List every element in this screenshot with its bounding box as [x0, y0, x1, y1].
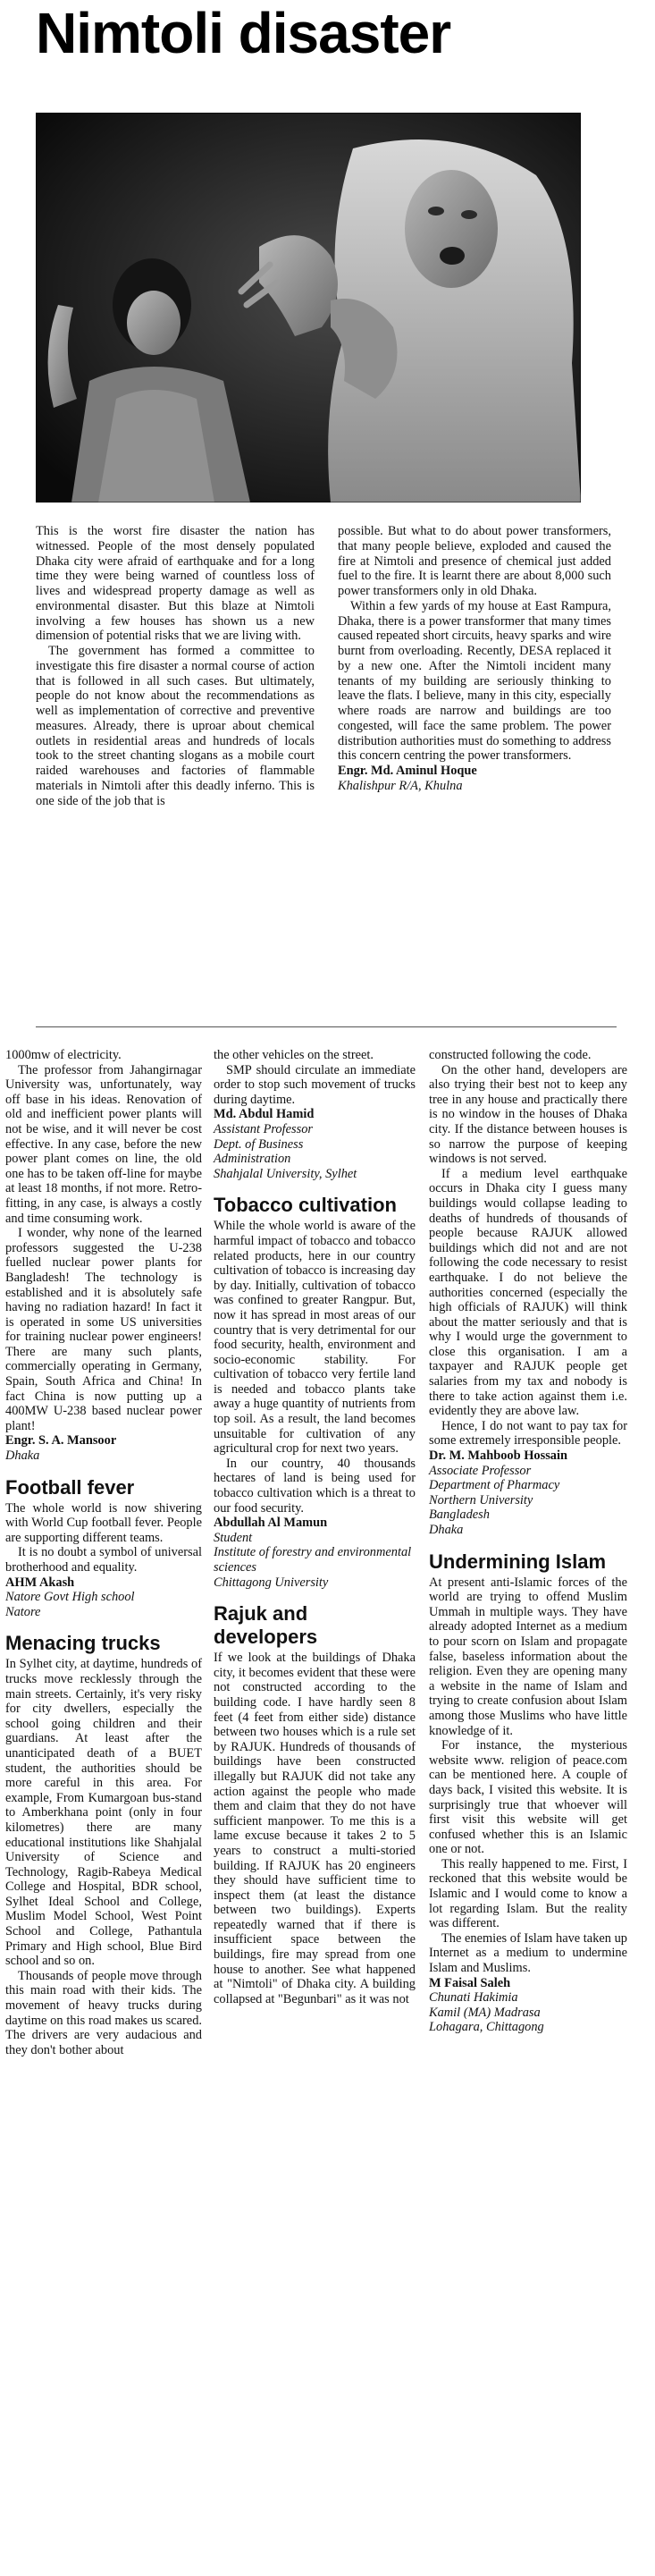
signature-saleh: M Faisal Saleh: [429, 1975, 511, 1990]
signature-hossain: Dr. M. Mahboob Hossain: [429, 1448, 567, 1464]
column-3: [429, 1048, 627, 2048]
mamun-affiliation-line: Institute of forestry and environmental sciences: [214, 1545, 412, 1575]
section-divider: [36, 1026, 617, 1027]
hossain-affiliation-line: Bangladesh: [429, 1508, 490, 1523]
top-letter-paragraph: The government has formed a committee to investigate this fire disaster a normal course of action that is followed in all such cases. But ultimately, people do not know about the recommendations as well as implementation of corrective and preventive measures. Already, there is uproar about chemical outlets in residential areas and hundreds of locals took to the street chanting slogans as a mobile court raided warehouses and factories of flammable materials in Nimtoli after this deadly inferno. This is one side of the job that is: [36, 644, 315, 808]
trucks-letter-cont-paragraph: SMP should circulate an immediate order to stop such movement of trucks during daytime.: [214, 1062, 416, 1107]
power-letter-paragraph: The professor from Jahangirnagar University was, unfortunately, way off base in his ideas. Renovation of old and inefficient power plants will not be wise, and it will never be cost effective. In any case, before the new power plant comes on line, the old one has to be taken off-line for maybe at least 18 months, if not more. Retro-fitting, in any case, is always a costly and time consuming work.: [5, 1062, 202, 1226]
rajuk-letter-cont-paragraph: Hence, I do not want to pay tax for some extremely irresponsible people.: [429, 1418, 627, 1448]
akash-affiliation-line: Natore: [5, 1604, 41, 1619]
heading-menacing-trucks: Menacing trucks: [5, 1632, 161, 1655]
hossain-affiliation-line: Associate Professor: [429, 1463, 532, 1478]
heading-undermining-islam: Undermining Islam: [429, 1550, 607, 1573]
rajuk-letter-cont-paragraph: On the other hand, developers are also trying their best not to keep any tree in any house and practically there is no window in the houses of Dhaka city. If the distance between houses is so narrow the purpose of keeping windows is not served.: [429, 1062, 627, 1167]
islam-letter-paragraph: At present anti-Islamic forces of the world are trying to offend Muslim Ummah in multiple ways. They have already adopted Internet as a medium to pour scorn on Islam and propagate false, baseless information about the religion. Even they are opening many a website in the name of Islam and trying to create confusion about Islam among those Muslims who have little knowledge of it.: [429, 1575, 627, 1738]
islam-letter-paragraph: The enemies of Islam have taken up Internet as a medium to undermine Islam and Muslims.: [429, 1930, 627, 1976]
heading-tobacco-cultivation: Tobacco cultivation: [214, 1194, 397, 1217]
top-letter-right-column: [338, 524, 611, 794]
hossain-affiliation-line: Northern University: [429, 1492, 533, 1508]
akash-affiliation-line: Natore Govt High school: [5, 1590, 135, 1605]
top-letter-signature: Engr. Md. Aminul Hoque: [338, 764, 477, 778]
saleh-affiliation-line: Kamil (MA) Madrasa: [429, 2005, 541, 2020]
column-2: [214, 1048, 416, 2019]
trucks-letter-paragraph: Thousands of people move through this main road with their kids. The movement of heavy trucks during daytime on this road makes us scared. The drivers are very audacious and they don't bother about: [5, 1968, 202, 2057]
top-letter-paragraph: Within a few yards of my house at East Rampura, Dhaka, there is a power transformer that many times caused repeated short circuits, heavy sparks and wire burnt from overloading. Recently, DESA replaced it by a new one. After the Nimtoli incident many tenants of my building are seriously thinking to leave the flats. I believe, many in this city, especially where roads are narrow and buildings are too congested, will face the same problem. The power distribution authorities must do something to address this concern centring the power transformers.: [338, 598, 611, 764]
hamid-affiliation-line: Shahjalal University, Sylhet: [214, 1166, 357, 1181]
signature-mansoor: Engr. S. A. Mansoor: [5, 1433, 117, 1448]
power-letter-paragraph: I wonder, why none of the learned professors suggested the U-238 fuelled nuclear power plants for Bangladesh! The technology is established and it is absolutely safe having no radiation hazard! In fact it is operated in some US universities for training nuclear power engineers! There are many such plants, commercially operating in Germany, Spain, South Africa and China! In fact China is now putting up a 400MW U-238 based nuclear power plant!: [5, 1226, 202, 1433]
rajuk-letter-paragraph: If we look at the buildings of Dhaka city, it becomes evident that these were not constructed according to the building code. I have hardly seen 8 feet (4 feet from either side) distance between two houses which is a rule set by RAJUK. Hundreds of thousands of buildings have been constructed illegally but RAJUK did not take any action against the people who made them and claim that they do not have sufficient manpower. To me this is a lame excuse because it takes 2 to 5 years to construct a multi-storied building. If RAJUK has 20 engineers they should have sufficient time to inspect them (at least the distance between two buildings). Experts repeatedly warned that if there is insufficient space between the buildings, fire may spread from one house to another. See what happened at "Nimtoli" of Dhaka city. A building collapsed at "Begunbari" as it was not: [214, 1651, 416, 2006]
column-1: [5, 1048, 202, 2070]
hamid-affiliation-line: Administration: [214, 1152, 291, 1167]
mansoor-affiliation-line: Dhaka: [5, 1448, 40, 1464]
heading-rajuk-and-developers: Rajuk and developers: [214, 1602, 318, 1649]
football-letter-paragraph: It is no doubt a symbol of universal brotherhood and equality.: [5, 1545, 202, 1575]
hamid-affiliation-line: Dept. of Business: [214, 1136, 304, 1152]
signature-hamid: Md. Abdul Hamid: [214, 1107, 315, 1122]
top-letter-paragraph: possible. But what to do about power transformers, that many people believe, exploded and caused the fire at Nimtoli and presence of chemical just added fuel to the fire. It is learnt there are about 8,000 such power transformers only in old Dhaka.: [338, 524, 611, 598]
trucks-letter-cont-paragraph: the other vehicles on the street.: [214, 1048, 374, 1062]
top-letter-left-column: [36, 524, 315, 808]
signature-mamun: Abdullah Al Mamun: [214, 1516, 328, 1531]
hamid-affiliation-line: Assistant Professor: [214, 1121, 314, 1136]
rajuk-letter-cont-paragraph: If a medium level earthquake occurs in Dhaka city I guess many buildings would collapse leading to deaths of hundreds of thousands of people because RAJUK allowed buildings which did not and are not following the code necessary to resist earthquake. I do not believe the authorities concerned (especially the high officials of RAJUK) will think about the matter seriously and that is why I would urge the government to close this organisation. I am a taxpayer and RAJUK people get salaries from my tax and nobody is there to take action against them i.e. evidently they are above law.: [429, 1166, 627, 1419]
trucks-letter-paragraph: In Sylhet city, at daytime, hundreds of trucks move recklessly through the main streets. Certainly, it's very risky for city dwellers, especially the school going children and their guardians. At least after the unanticipated death of a BUET student, the authorities should be more careful in this area. For example, From Kumargoan bus-stand to Amberkhana point (only in four kilometres) there are many educational institutions like Shahjalal University of Science and Technology, Ragib-Rabeya Medical College and Hospital, BDR school, Sylhet Ideal School and College, Muslim Model School, West Point School and College, Pathantula Primary and High school, Blue Bird school and so on.: [5, 1657, 202, 1969]
hossain-affiliation-line: Dhaka: [429, 1523, 464, 1537]
football-letter-paragraph: The whole world is now shivering with World Cup football fever. People are supporting different teams.: [5, 1500, 202, 1545]
top-letter-paragraph: This is the worst fire disaster the nation has witnessed. People of the most densely populated Dhaka city were afraid of earthquake and for a long time they were being warned of countless loss of lives and widespread property damage as well as environmental disaster. But this blaze at Nimtoli involving a few houses has shown us a new dimension of potential risks that we are living with.: [36, 524, 315, 644]
headline: Nimtoli disaster: [36, 1, 451, 65]
news-photo: [36, 113, 581, 503]
top-letter-location: Khalishpur R/A, Khulna: [338, 778, 463, 793]
mamun-affiliation-line: Chittagong University: [214, 1575, 329, 1590]
saleh-affiliation-line: Chunati Hakimia: [429, 1990, 518, 2006]
islam-letter-paragraph: This really happened to me. First, I reckoned that this website would be Islamic and I would come to know a lot regarding Islam. But the reality was different.: [429, 1856, 627, 1931]
tobacco-letter-paragraph: While the whole world is aware of the harmful impact of tobacco and tobacco related products, here in our country cultivation of tobacco is increasing day by day. Initially, cultivation of tobacco was confined to greater Rangpur. But, now it has spread in most areas of our country that is very detrimental for our food security, health, environment and socio-economic stability. For cultivation of tobacco very fertile land is needed and tobacco plants take away a huge quantity of nutrients from top soil. As a result, the land becomes unsuitable for cultivation of any agricultural crop for next two years.: [214, 1219, 416, 1457]
tobacco-letter-paragraph: In our country, 40 thousands hectares of land is being used for tobacco cultivation which is a threat to our food security.: [214, 1456, 416, 1516]
islam-letter-paragraph: For instance, the mysterious website www. religion of peace.com can be mentioned here. A couple of days back, I visited this website. It is surprisingly true that whoever will first visit this website will get confused whether this is an Islamic one or not.: [429, 1738, 627, 1857]
heading-football-fever: Football fever: [5, 1475, 135, 1499]
mamun-affiliation-line: Student: [214, 1530, 253, 1545]
hossain-affiliation-line: Department of Pharmacy: [429, 1478, 560, 1493]
rajuk-letter-cont-paragraph: constructed following the code.: [429, 1048, 592, 1062]
saleh-affiliation-line: Lohagara, Chittagong: [429, 2020, 544, 2035]
signature-akash: AHM Akash: [5, 1575, 75, 1590]
power-letter-paragraph: 1000mw of electricity.: [5, 1048, 122, 1062]
